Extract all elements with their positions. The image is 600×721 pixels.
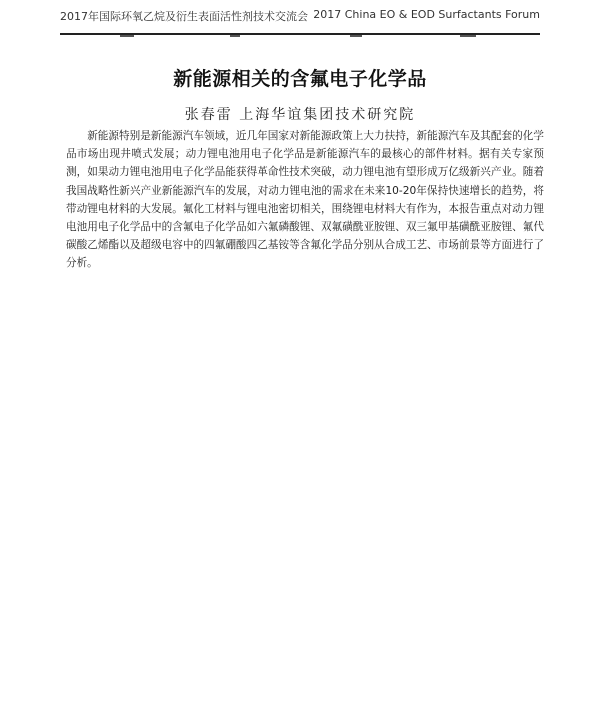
running-header xyxy=(0,8,600,26)
paper-abstract: 新能源特别是新能源汽车领域，近几年国家对新能源政策上大力扶持，新能源汽车及其配套的化学品市场出现井喷式发展；动力锂电池用电子化学品是新能源汽车的最核心的部件材料。据有关专家预测，如果动力锂电池用电子化学品能获得革命性技术突破，动力锂电池有望形成万亿级新兴产业。随着我国战略性新兴产业新能源汽车的发展，对动力锂电池的需求在未来10-20年保持快速增长的趋势，将带动锂电材料的大发展。氟化工材料与锂电池密切相关，围绕锂电材料大有作为，本报告重点对动力锂电池用电子化学品中的含氟电子化学品如六氟磷酸锂、双氟磺酰亚胺锂、双三氟甲基磺酰亚胺锂、氟代碳酸乙烯酯以及超级电容中的四氟硼酸四乙基铵等含氟化学品分别从合成工艺、市场前景等方面进行了分析。 xyxy=(66,130,544,270)
paper-title: 新能源相关的含氟电子化学品 xyxy=(173,68,427,90)
header-rule-marks xyxy=(120,35,480,37)
header-conference-en: 2017 China EO & EOD Surfactants Forum xyxy=(313,8,540,21)
paper-authors: 张春雷 上海华谊集团技术研究院 xyxy=(184,107,416,123)
header-conference-cn: 2017年国际环氧乙烷及衍生表面活性剂技术交流会 xyxy=(60,10,308,23)
